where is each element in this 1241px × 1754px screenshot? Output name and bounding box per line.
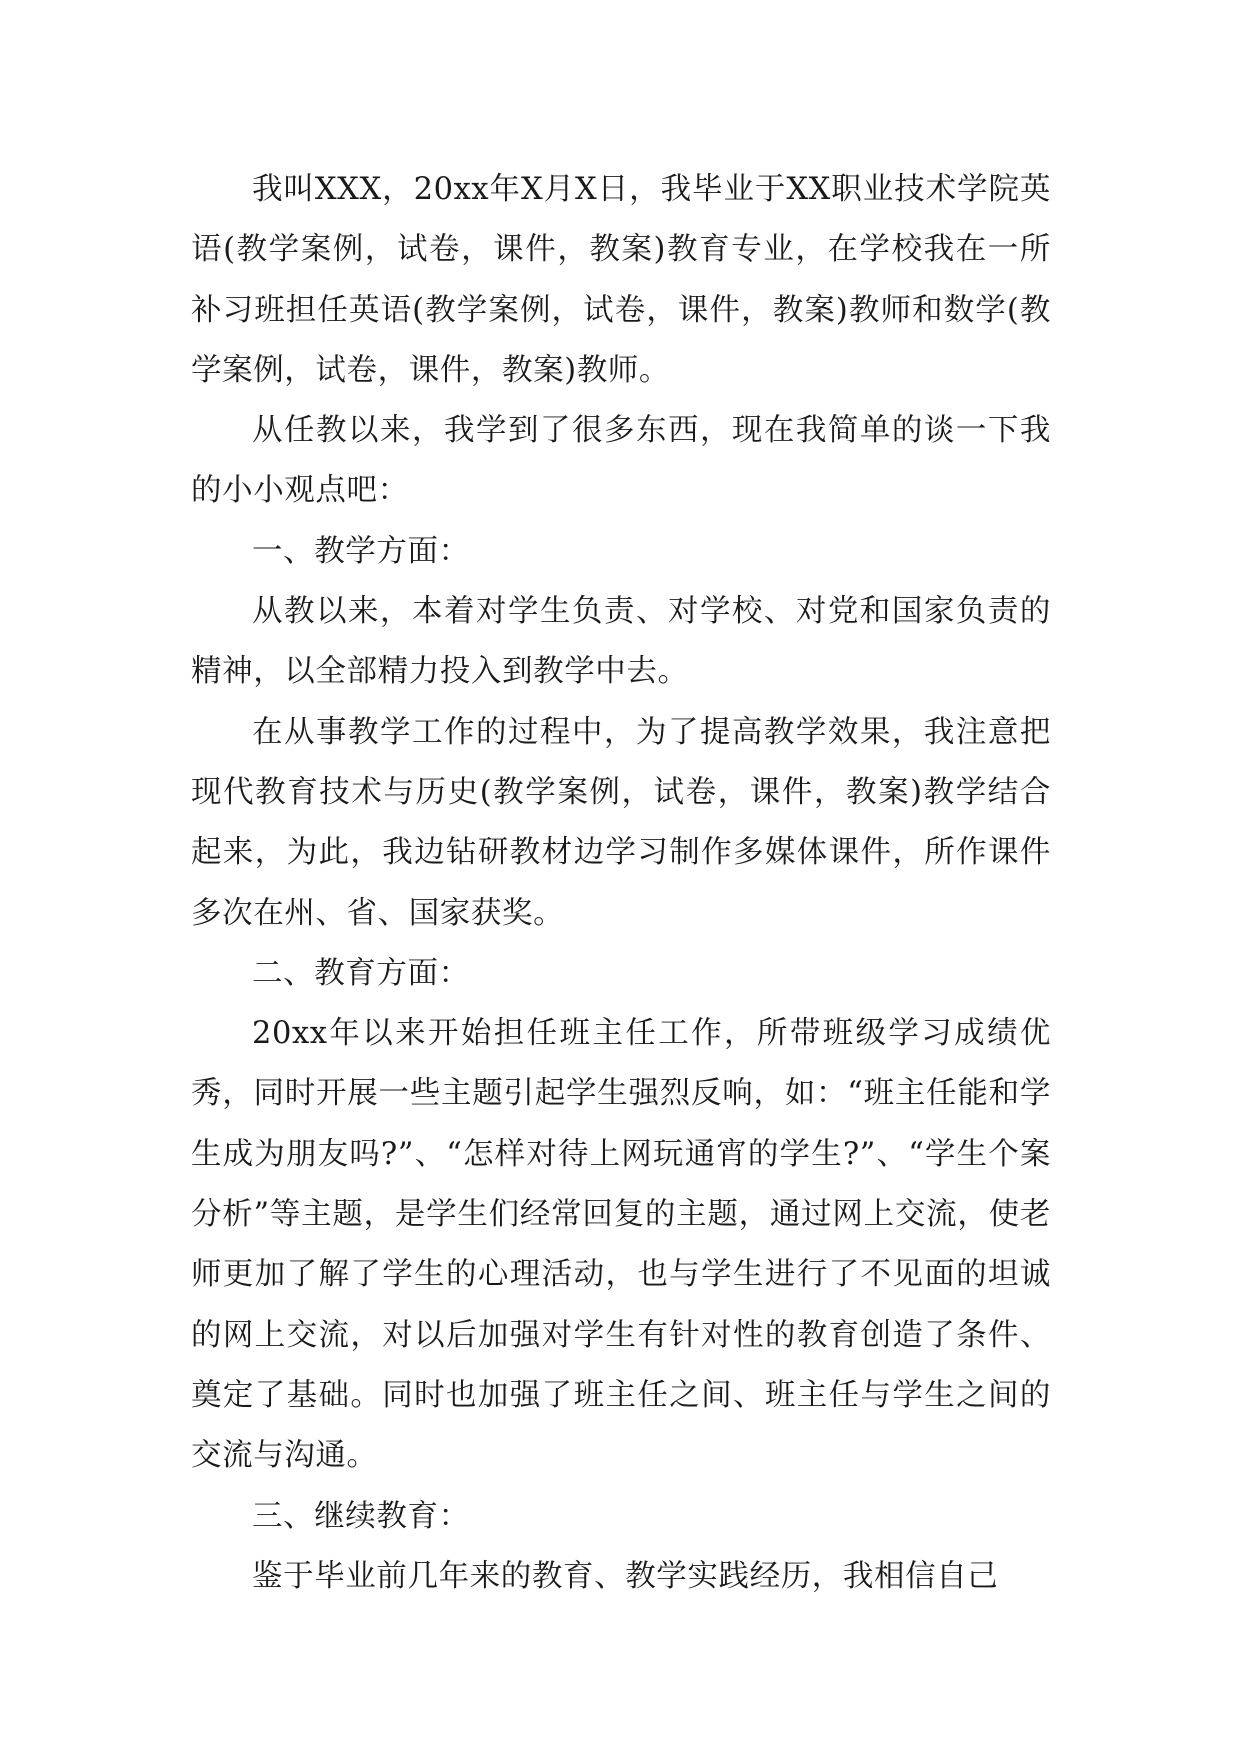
heading-teaching: 一、教学方面： <box>252 533 470 569</box>
paragraph-overview: 从任教以来，我学到了很多东西，现在我简单的谈一下我的小小观点吧： <box>191 413 1051 509</box>
paragraph-continuing-education: 鉴于毕业前几年来的教育、教学实践经历，我相信自己 <box>252 1558 999 1594</box>
document-body <box>191 160 1051 1607</box>
heading-continuing-education: 三、继续教育： <box>252 1498 470 1534</box>
paragraph-teaching-spirit: 从教以来，本着对学生负责、对学校、对党和国家负责的精神，以全部精力投入到教学中去。 <box>191 594 1051 690</box>
paragraph-class-teacher: 20xx年以来开始担任班主任工作，所带班级学习成绩优秀，同时开展一些主题引起学生强烈反响，如：“班主任能和学生成为朋友吗?”、“怎样对待上网玩通宵的学生?”、“学生个案分析”等主题，是学生们经常回复的主题，通过网上交流，使老师更加了解了学生的心理活动，也与学生进行了不见面的坦诚的网上交流，对以后加强对学生有针对性的教育创造了条件、奠定了基础。同时也加强了班主任之间、班主任与学生之间的交流与沟通。 <box>191 1016 1051 1474</box>
paragraph-teaching-technology: 在从事教学工作的过程中，为了提高教学效果，我注意把现代教育技术与历史(教学案例，试卷，课件，教案)教学结合起来，为此，我边钻研教材边学习制作多媒体课件，所作课件多次在州、省、国家获奖。 <box>191 714 1051 931</box>
paragraph-intro: 我叫XXX，20xx年X月X日，我毕业于XX职业技术学院英语(教学案例，试卷，课件，教案)教育专业，在学校我在一所补习班担任英语(教学案例，试卷，课件，教案)教师和数学(教学案例，试卷，课件，教案)教师。 <box>191 172 1051 388</box>
heading-education: 二、教育方面： <box>252 955 470 991</box>
